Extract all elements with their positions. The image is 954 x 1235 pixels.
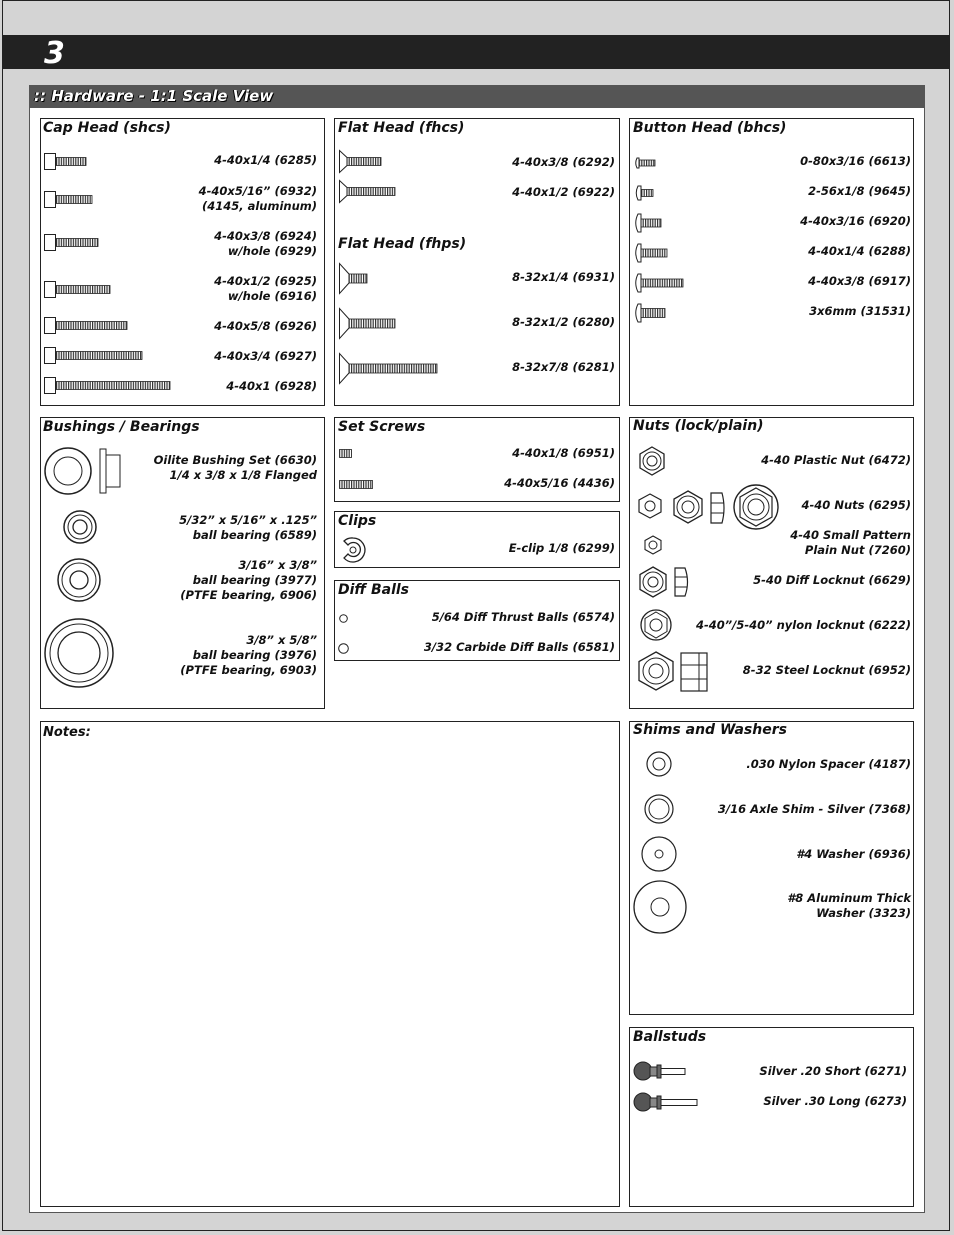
bushings-title: Bushings / Bearings: [43, 419, 200, 435]
ball-icon: [338, 643, 350, 655]
bearing-icon: [44, 618, 114, 688]
set-screw-icon: [339, 480, 379, 490]
nut-icon: [637, 493, 663, 519]
button-screw-icon: [634, 157, 664, 169]
item-label: 2-56x1/8 (9645): [808, 184, 911, 198]
flat-head-fhps-title: Flat Head (fhps): [338, 236, 467, 252]
cap-screw-icon: [44, 317, 144, 335]
section-title: :: Hardware - 1:1 Scale View: [34, 87, 274, 105]
flat-screw-icon: [339, 308, 409, 340]
item-label: 3/16” x 3/8” ball bearing (3977) (PTFE bearing, 6906): [180, 558, 317, 602]
item-label: 8-32x7/8 (6281): [512, 360, 615, 374]
item-label: 4-40x1 (6928): [226, 379, 317, 393]
bushing-icon: [44, 447, 124, 497]
item-label: 5/32” x 5/16” x .125” ball bearing (6589): [179, 513, 317, 542]
page-number: 3: [44, 36, 64, 71]
bearing-icon: [63, 510, 99, 546]
item-label: 4-40x3/4 (6927): [214, 349, 317, 363]
item-label: 4-40x1/4 (6285): [214, 153, 317, 167]
cap-screw-icon: [44, 234, 114, 252]
diff-balls-title: Diff Balls: [338, 582, 409, 598]
item-label: 4-40 Nuts (6295): [801, 498, 911, 512]
flat-screw-icon: [339, 150, 399, 174]
cap-screw-icon: [44, 153, 104, 171]
ballstuds-title: Ballstuds: [633, 1029, 707, 1045]
item-label: 5-40 Diff Locknut (6629): [753, 573, 911, 587]
item-label: #8 Aluminum Thick Washer (3323): [787, 891, 911, 920]
set-screws-title: Set Screws: [338, 419, 426, 435]
cap-screw-icon: [44, 191, 104, 209]
item-label: 4-40x3/8 (6917): [808, 274, 911, 288]
cap-screw-icon: [44, 347, 154, 365]
set-screw-icon: [339, 449, 359, 459]
nut-side-icon: [708, 492, 728, 524]
button-screw-icon: [633, 273, 689, 293]
item-label: 3/16 Axle Shim - Silver (7368): [717, 802, 911, 816]
item-label: 4-40x3/8 (6292): [512, 155, 615, 169]
notes-title: Notes:: [43, 725, 91, 740]
item-label: 4-40x3/16 (6920): [800, 214, 911, 228]
button-screw-icon: [633, 303, 673, 323]
flat-screw-icon: [339, 263, 379, 295]
item-label: #4 Washer (6936): [796, 847, 911, 861]
item-label: 4-40x3/8 (6924) w/hole (6929): [214, 229, 317, 258]
item-label: Silver .20 Short (6271): [759, 1064, 907, 1078]
spacer-icon: [646, 751, 674, 779]
item-label: E-clip 1/8 (6299): [508, 541, 615, 555]
notes-box[interactable]: [40, 721, 620, 1207]
e-clip-icon: [339, 536, 367, 564]
thick-washer-icon: [633, 880, 689, 936]
item-label: 4-40x5/16 (4436): [504, 476, 615, 490]
shim-icon: [644, 794, 676, 826]
item-label: 3/32 Carbide Diff Balls (6581): [423, 640, 615, 654]
nylon-locknut-icon: [639, 608, 673, 642]
item-label: 4-40x5/8 (6926): [214, 319, 317, 333]
cap-screw-icon: [44, 281, 124, 299]
ballstud-icon: [633, 1061, 693, 1083]
item-label: Silver .30 Long (6273): [763, 1094, 907, 1108]
item-label: Oilite Bushing Set (6630) 1/4 x 3/8 x 1/8 Flanged: [153, 453, 317, 482]
nut-side-icon: [673, 567, 693, 597]
nut-icon: [671, 490, 705, 524]
nuts-title: Nuts (lock/plain): [633, 418, 764, 434]
item-label: 4-40x1/4 (6288): [808, 244, 911, 258]
item-label: 4-40x1/2 (6922): [512, 185, 615, 199]
bearing-icon: [57, 558, 103, 604]
item-label: 8-32 Steel Locknut (6952): [742, 663, 911, 677]
washer-icon: [641, 836, 679, 874]
small-nut-icon: [643, 535, 663, 555]
item-label: 5/64 Diff Thrust Balls (6574): [431, 610, 615, 624]
item-label: 8-32x1/4 (6931): [512, 270, 615, 284]
nut-side-icon: [680, 652, 710, 692]
item-label: 4-40x1/2 (6925) w/hole (6916): [214, 274, 317, 303]
item-label: 3/8” x 5/8” ball bearing (3976) (PTFE bearing, 6903): [180, 633, 317, 677]
item-label: 8-32x1/2 (6280): [512, 315, 615, 329]
item-label: 3x6mm (31531): [809, 304, 911, 318]
shims-title: Shims and Washers: [633, 722, 787, 738]
top-bar: [2, 35, 950, 69]
diff-locknut-icon: [637, 566, 669, 598]
item-label: 0-80x3/16 (6613): [800, 154, 911, 168]
item-label: .030 Nylon Spacer (4187): [746, 757, 911, 771]
flat-screw-icon: [339, 180, 409, 204]
flat-head-fhcs-title: Flat Head (fhcs): [338, 120, 465, 136]
steel-locknut-icon: [636, 651, 676, 691]
clips-title: Clips: [338, 513, 377, 529]
locknut-icon: [732, 483, 780, 531]
button-screw-icon: [633, 243, 673, 263]
flat-screw-icon: [339, 353, 449, 385]
ball-icon: [339, 614, 349, 624]
clips-box: [334, 511, 620, 568]
item-label: 4-40”/5-40” nylon locknut (6222): [696, 618, 911, 632]
item-label: 4-40 Small Pattern Plain Nut (7260): [790, 528, 911, 557]
ballstuds-box: [629, 1027, 914, 1207]
item-label: 4-40x5/16” (6932) (4145, aluminum): [198, 184, 317, 213]
button-screw-icon: [633, 213, 669, 233]
item-label: 4-40x1/8 (6951): [512, 446, 615, 460]
plastic-nut-icon: [637, 446, 667, 476]
ballstud-icon: [633, 1092, 703, 1114]
button-screw-icon: [634, 185, 664, 201]
item-label: 4-40 Plastic Nut (6472): [761, 453, 911, 467]
cap-head-title: Cap Head (shcs): [43, 120, 171, 136]
cap-screw-icon: [44, 377, 184, 395]
button-head-title: Button Head (bhcs): [633, 120, 787, 136]
